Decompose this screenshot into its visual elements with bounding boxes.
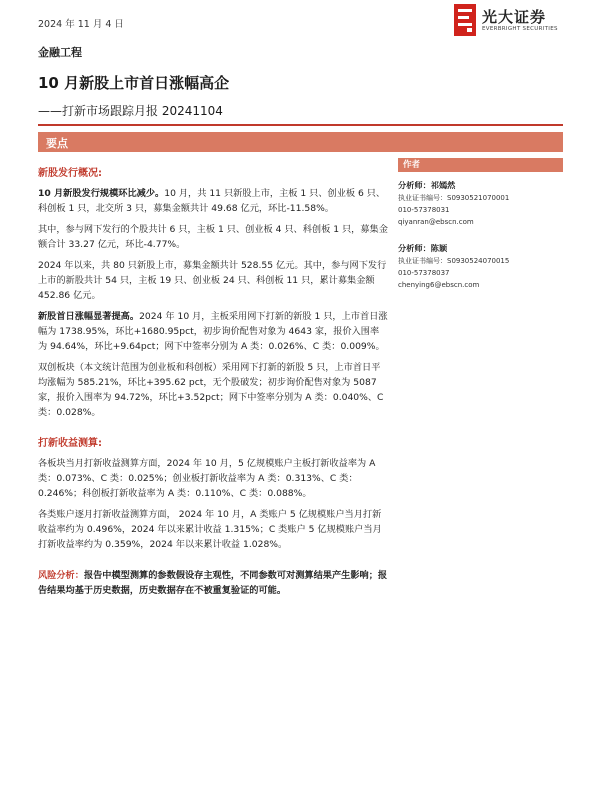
- paragraph-board-returns: 各板块当月打新收益测算方面，2024 年 10 月，5 亿规模账户主板打新收益率为 A 类：0.073%、C 类：0.025%；创业板打新收益率为 A 类：0.313%、C 类：0.246%；科创板打新收益率为 A 类：0.110%、C 类：0.088%。: [38, 458, 376, 499]
- heading-issuance: 新股发行概况:: [38, 168, 102, 179]
- analyst-name: 分析师：陈颖: [398, 243, 448, 253]
- author-sidebar: [398, 158, 563, 291]
- analyst-card: [398, 242, 563, 291]
- author-heading: 作者: [398, 158, 563, 172]
- analyst-phone: 010-57378037: [398, 269, 450, 277]
- analyst-license: 执业证书编号：S0930524070015: [398, 257, 510, 265]
- report-date: 2024 年 11 月 4 日: [38, 19, 124, 30]
- paragraph-first-day-main: [38, 309, 388, 354]
- paragraph-issuance-scale: [38, 186, 388, 216]
- paragraph-lead: 新股首日涨幅显著提高。: [38, 311, 140, 322]
- logo-name-en: EVERBRIGHT SECURITIES: [482, 26, 558, 32]
- analyst-email[interactable]: chenying6@ebscn.com: [398, 281, 480, 289]
- paragraph-ytd: 2024 年以来，共 80 只新股上市，募集金额共计 528.55 亿元。其中，参与网下发行上市的新股共计 54 只，主板 19 只、创业板 24 只、科创板 11 只，累计募集金额 452.86 亿元。: [38, 260, 387, 301]
- paragraph-offline: 其中，参与网下发行的个股共计 6 只，主板 1 只、创业板 4 只、科创板 1 只，募集金额合计 33.27 亿元，环比-4.77%。: [38, 224, 388, 250]
- analyst-license: 执业证书编号：S0930521070001: [398, 194, 510, 202]
- paragraph-first-day-star: 双创板块（本文统计范围为创业板和科创板）采用网下打新的新股 5 只，上市首日平均涨幅为 585.21%，环比+395.62 pct，无个股破发；初步询价配售对象为 5087 家，报价入围率为 94.72%，环比+3.52pct；网下中签率分别为 A 类：0.040%、C 类：0.028%。: [38, 362, 384, 418]
- paragraph-account-returns: 各类账户逐月打新收益测算方面， 2024 年 10 月，A 类账户 5 亿规模账户当月打新收益率约为 0.496%，2024 年以来累计收益 1.315%；C 类账户 5 亿规模账户当月打新收益率约为 0.359%，2024 年以来累计收益 1.028%。: [38, 509, 382, 550]
- heading-returns: 打新收益测算:: [38, 438, 102, 449]
- brand-logo: [454, 4, 574, 38]
- title-divider: [38, 124, 563, 126]
- analyst-card: [398, 179, 563, 228]
- section-bar: [38, 132, 563, 152]
- report-category: 金融工程: [38, 46, 82, 59]
- everbright-logo-icon: [454, 4, 476, 36]
- paragraph-text: 10 月，共 11 只新股上市，主板 1 只、创业板 6 只、科创板 1 只，北交所 3 只，募集金额共计 49.68 亿元，环比-11.58%。: [38, 188, 386, 214]
- main-content: [38, 166, 388, 604]
- section-label: 要点: [46, 137, 68, 150]
- risk-text: 报告中模型测算的参数假设存主观性，不同参数可对测算结果产生影响；报告结果均基于历史数据，历史数据存在不被重复验证的可能。: [38, 570, 388, 596]
- paragraph-text: 2024 年 10 月，主板采用网下打新的新股 1 只，上市首日涨幅为 1738.95%，环比+1680.95pct，初步询价配售对象为 4643 家，报价入围率为 94.64%，环比+9.64pct；网下中签率分别为 A 类：0.026%、C 类：0.009%。: [38, 311, 388, 352]
- analyst-phone: 010-57378031: [398, 206, 450, 214]
- risk-analysis: [38, 568, 388, 598]
- risk-label: 风险分析：: [38, 570, 84, 581]
- report-title: 10 月新股上市首日涨幅高企: [38, 74, 230, 92]
- report-subtitle: ——打新市场跟踪月报 20241104: [38, 104, 223, 118]
- paragraph-lead: 10 月新股发行规模环比减少。: [38, 188, 165, 199]
- analyst-name: 分析师：祁嫣然: [398, 180, 456, 190]
- analyst-email[interactable]: qiyanran@ebscn.com: [398, 218, 474, 226]
- logo-name-cn: 光大证券: [482, 8, 547, 26]
